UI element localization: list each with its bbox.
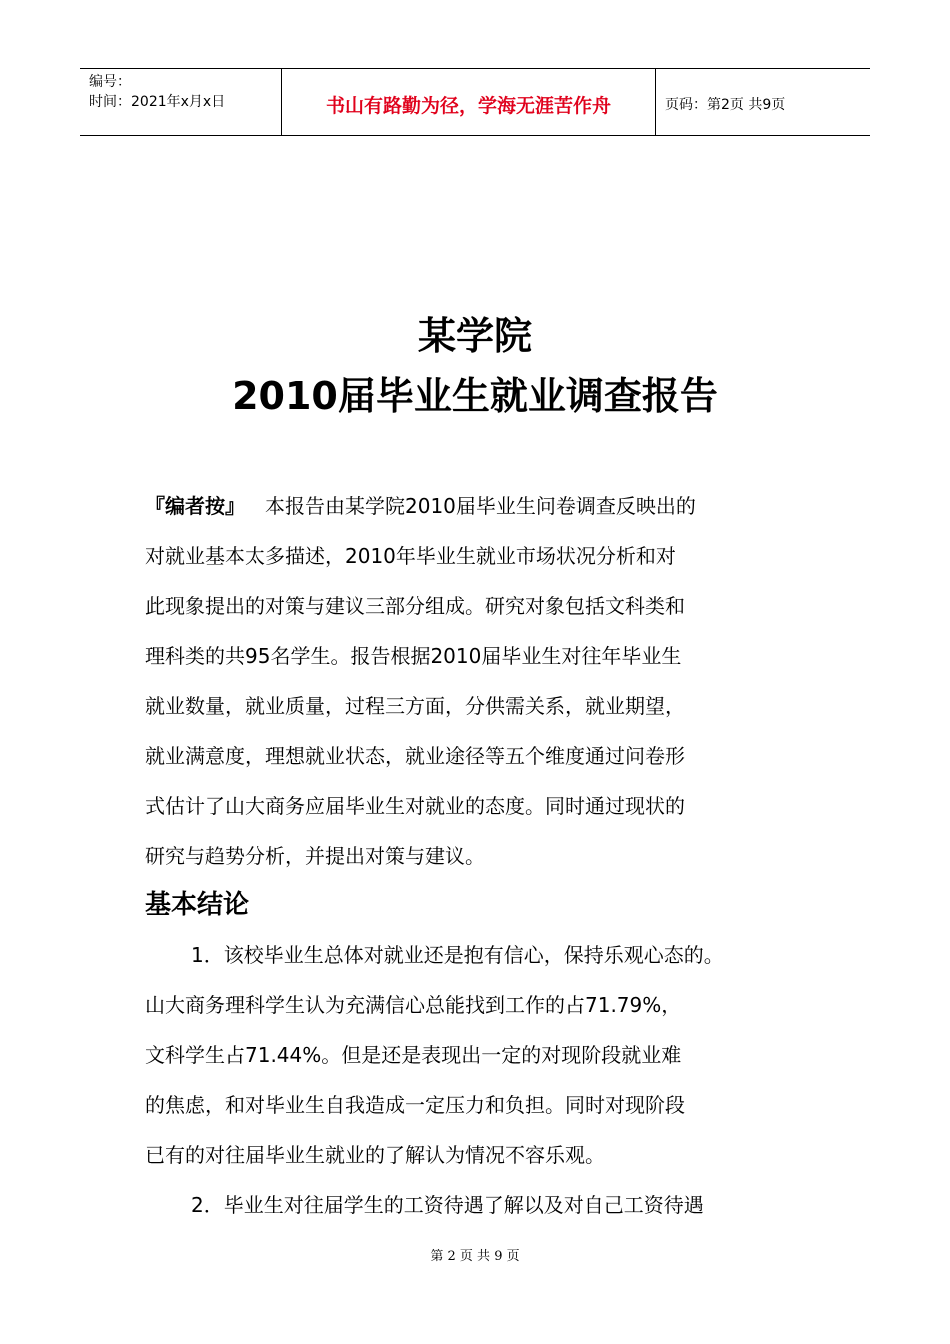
intro-line: 对就业基本太多描述，2010年毕业生就业市场状况分析和对 xyxy=(145,544,676,568)
editor-note-lead: 『编者按』 xyxy=(145,494,245,518)
header-page-info: 页码：第2页 共9页 xyxy=(665,97,786,113)
conclusion-line: 的焦虑，和对毕业生自我造成一定压力和负担。同时对现阶段 xyxy=(145,1093,685,1117)
number-label: 编号： xyxy=(89,74,131,90)
conclusion-line: 文科学生占71.44%。但是还是表现出一定的对现阶段就业难 xyxy=(145,1043,682,1067)
intro-line: 就业满意度，理想就业状态，就业途径等五个维度通过问卷形 xyxy=(145,744,685,768)
intro-line-text: 本报告由某学院2010届毕业生问卷调查反映出的 xyxy=(265,494,696,518)
intro-line xyxy=(145,481,815,531)
conclusions xyxy=(145,930,815,1230)
conclusion-line: 已有的对往届毕业生就业的了解认为情况不容乐观。 xyxy=(145,1143,605,1167)
editor-note xyxy=(145,481,815,881)
time-label: 时间：2021年x月x日 xyxy=(89,94,226,110)
title-line-2: 2010届毕业生就业调查报告 xyxy=(232,374,718,418)
page-footer: 第 2 页 共 9 页 xyxy=(430,1249,520,1264)
conclusion-line: 山大商务理科学生认为充满信心总能找到工作的占71.79%， xyxy=(145,993,682,1017)
section-heading: 基本结论 xyxy=(145,890,250,920)
title-line-1: 某学院 xyxy=(417,314,532,358)
header-motto: 书山有路勤为径，学海无涯苦作舟 xyxy=(281,69,656,135)
conclusion-line: 2．毕业生对往届学生的工资待遇了解以及对自己工资待遇 xyxy=(191,1193,704,1217)
intro-line: 此现象提出的对策与建议三部分组成。研究对象包括文科类和 xyxy=(145,594,685,618)
header-meta xyxy=(80,69,281,135)
page-header xyxy=(80,68,870,136)
intro-line: 就业数量，就业质量，过程三方面，分供需关系，就业期望， xyxy=(145,694,685,718)
intro-line: 式估计了山大商务应届毕业生对就业的态度。同时通过现状的 xyxy=(145,794,685,818)
intro-line: 理科类的共95名学生。报告根据2010届毕业生对往年毕业生 xyxy=(145,644,682,668)
intro-line: 研究与趋势分析，并提出对策与建议。 xyxy=(145,844,485,868)
conclusion-line: 1．该校毕业生总体对就业还是抱有信心，保持乐观心态的。 xyxy=(191,943,724,967)
